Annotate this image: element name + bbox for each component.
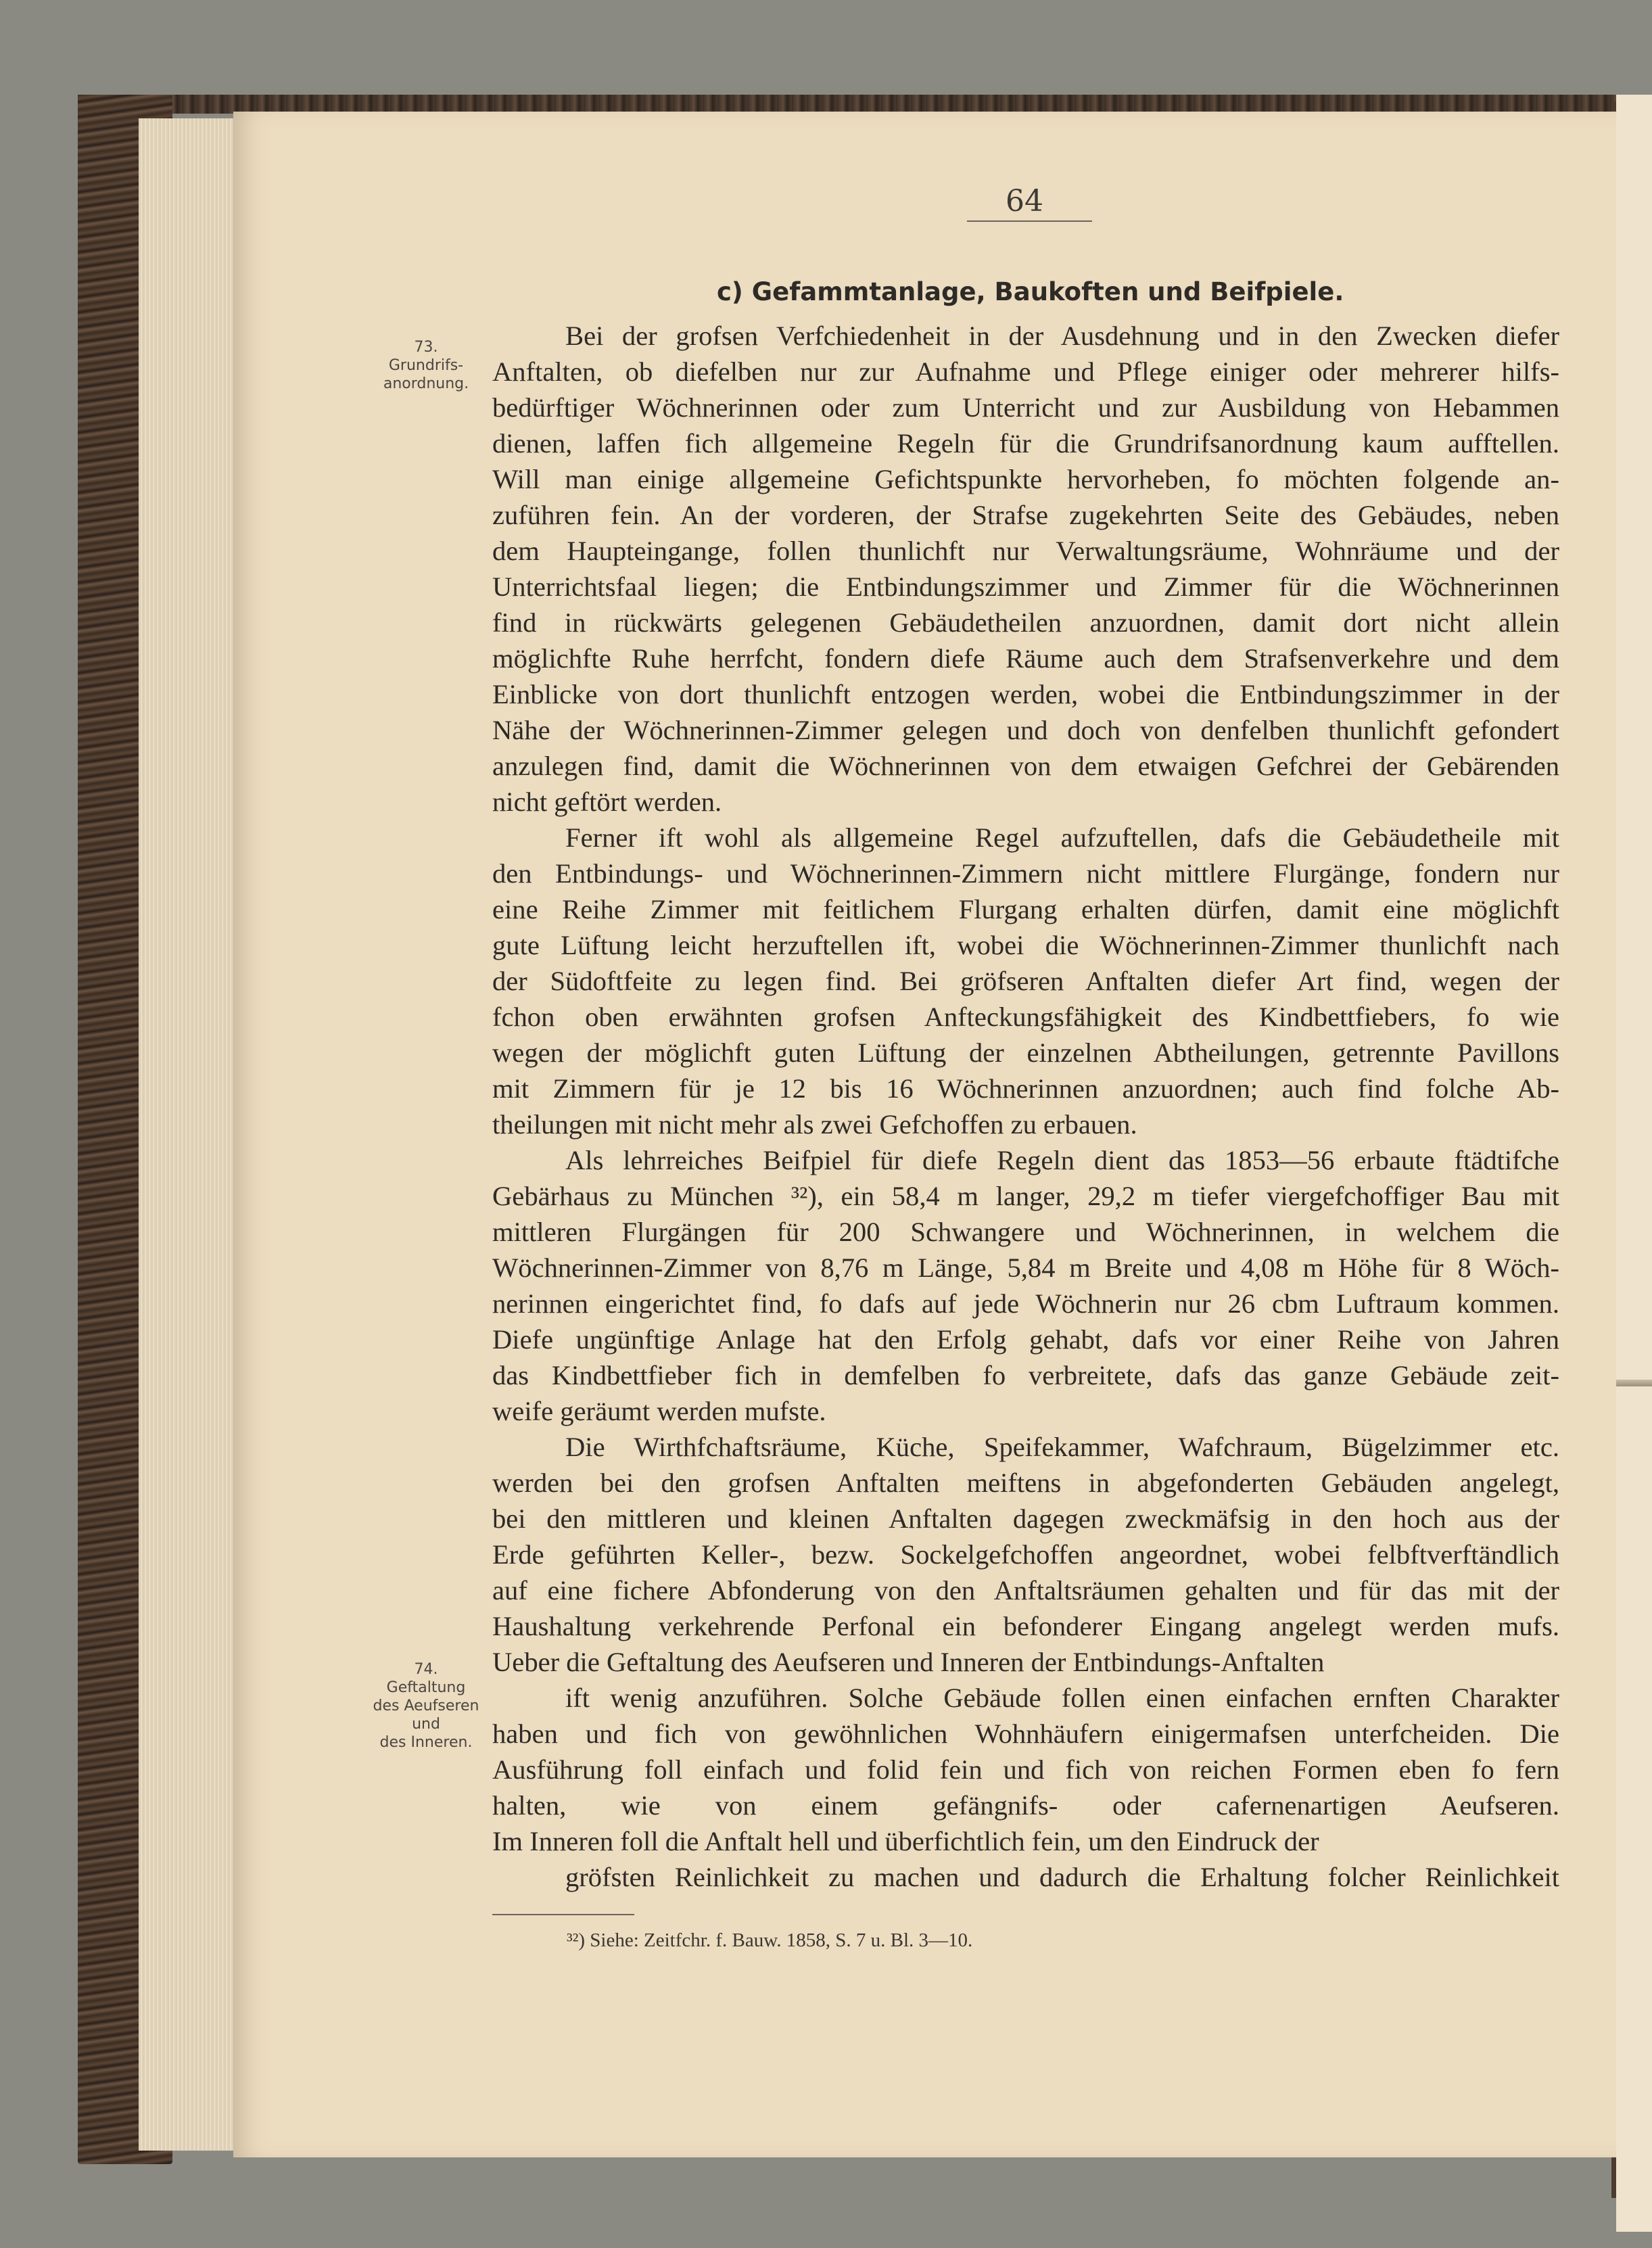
text-line: theilungen mit nicht mehr als zwei Gefchoffen zu erbauen. bbox=[492, 1109, 1137, 1140]
margin-note-line: anordnung. bbox=[383, 375, 469, 392]
bookmark-strip bbox=[1615, 1380, 1652, 1386]
text-line: Haushaltung verkehrende Perfonal ein befonderer Eingang angelegt werden mufs. bbox=[492, 1611, 1559, 1641]
text-line: Wöchnerinnen-Zimmer von 8,76 m Länge, 5,84 m Breite und 4,08 m Höhe für 8 Wöch- bbox=[492, 1252, 1559, 1283]
text-line: Diefe ungünftige Anlage hat den Erfolg gehabt, dafs vor einer Reihe von Jahren bbox=[492, 1324, 1559, 1355]
body-text bbox=[492, 318, 1559, 1895]
margin-note-line: 74. bbox=[414, 1661, 438, 1678]
text-line: das Kindbettfieber fich in demfelben fo verbreitete, dafs das ganze Gebäude zeit- bbox=[492, 1360, 1559, 1390]
text-line: Nähe der Wöchnerinnen-Zimmer gelegen und doch von denfelben thunlichft gefondert bbox=[492, 715, 1559, 745]
margin-note-line: 73. bbox=[414, 339, 438, 356]
text-line: möglichfte Ruhe herrfcht, fondern diefe Räume auch dem Strafsenverkehre und dem bbox=[492, 643, 1559, 674]
text-line: ift wenig anzuführen. Solche Gebäude follen einen einfachen ernften Charakter bbox=[565, 1683, 1559, 1713]
text-line: nicht geftört werden. bbox=[492, 787, 722, 817]
text-line: nerinnen eingerichtet find, fo dafs auf jede Wöchnerin nur 26 cbm Luftraum kommen. bbox=[492, 1288, 1559, 1319]
text-line: den Entbindungs- und Wöchnerinnen-Zimmern nicht mittlere Flurgänge, fondern nur bbox=[492, 858, 1559, 889]
margin-note-line: des Inneren. bbox=[379, 1734, 473, 1751]
text-line: mittleren Flurgängen für 200 Schwangere und Wöchnerinnen, in welchem die bbox=[492, 1217, 1559, 1247]
text-line: Ferner ift wohl als allgemeine Regel aufzuftellen, dafs die Gebäudetheile mit bbox=[565, 822, 1559, 853]
text-line: Die Wirthfchaftsräume, Küche, Speifekammer, Wafchraum, Bügelzimmer etc. bbox=[565, 1432, 1559, 1462]
text-line: wegen der möglichft guten Lüftung der einzelnen Abtheilungen, getrennte Pavillons bbox=[492, 1037, 1559, 1068]
text-line: der Südoftfeite zu legen find. Bei gröfseren Anftalten diefer Art find, wegen der bbox=[492, 966, 1559, 996]
text-line: gröfsten Reinlichkeit zu machen und dadurch die Erhaltung folcher Reinlichkeit bbox=[565, 1862, 1559, 1892]
footnote-rule bbox=[492, 1914, 634, 1915]
footnote: ³²) Siehe: Zeitfchr. f. Bauw. 1858, S. 7 u. Bl. 3—10. bbox=[567, 1929, 973, 1951]
book-cover-top bbox=[78, 95, 1623, 114]
margin-note-line: Grundrifs- bbox=[388, 357, 464, 374]
text-line: Als lehrreiches Beifpiel für diefe Regeln dient das 1853—56 erbaute ftädtifche bbox=[565, 1145, 1559, 1175]
text-line: gute Lüftung leicht herzuftellen ift, wobei die Wöchnerinnen-Zimmer thunlichft nach bbox=[492, 930, 1559, 960]
page-number-rule bbox=[967, 220, 1092, 222]
section-heading: c) Gefammtanlage, Baukoften und Beifpiele. bbox=[717, 277, 1344, 306]
margin-note-line: und bbox=[412, 1716, 440, 1733]
facing-page-edge bbox=[1616, 95, 1652, 2232]
text-line: Gebärhaus zu München ³²), ein 58,4 m langer, 29,2 m tiefer viergefchoffiger Bau mit bbox=[492, 1181, 1559, 1211]
text-line: weife geräumt werden mufste. bbox=[492, 1396, 826, 1426]
text-line: Will man einige allgemeine Gefichtspunkte hervorheben, fo möchten folgende an- bbox=[492, 464, 1559, 494]
text-line: halten, wie von einem gefängnifs- oder cafernenartigen Aeufseren. bbox=[492, 1790, 1559, 1821]
page-edges bbox=[139, 118, 247, 2151]
text-line: Bei der grofsen Verfchiedenheit in der Ausdehnung und in den Zwecken diefer bbox=[565, 321, 1559, 351]
text-line: dienen, laffen fich allgemeine Regeln für die Grundrifsanordnung kaum aufftellen. bbox=[492, 428, 1559, 459]
text-line: eine Reihe Zimmer mit feitlichem Flurgang erhalten dürfen, damit eine möglichft bbox=[492, 894, 1559, 924]
page-number: 64 bbox=[1006, 184, 1043, 218]
text-line: dem Haupteingange, follen thunlichft nur Verwaltungsräume, Wohnräume und der bbox=[492, 536, 1559, 566]
margin-note-line: Geftaltung bbox=[386, 1679, 466, 1696]
text-line: Unterrichtsfaal liegen; die Entbindungszimmer und Zimmer für die Wöchnerinnen bbox=[492, 571, 1559, 602]
margin-note-74 bbox=[369, 1660, 483, 1752]
text-line: auf eine fichere Abfonderung von den Anftaltsräumen gehalten und für das mit der bbox=[492, 1575, 1559, 1606]
text-line: zuführen fein. An der vorderen, der Strafse zugekehrten Seite des Gebäudes, neben bbox=[492, 500, 1559, 530]
text-line: Erde geführten Keller-, bezw. Sockelgefchoffen angeordnet, wobei felbftverftändlich bbox=[492, 1539, 1559, 1570]
text-line: mit Zimmern für je 12 bis 16 Wöchnerinnen anzuordnen; auch find folche Ab- bbox=[492, 1073, 1559, 1104]
text-line: Einblicke von dort thunlichft entzogen werden, wobei die Entbindungszimmer in der bbox=[492, 679, 1559, 709]
text-line: Anftalten, ob diefelben nur zur Aufnahme und Pflege einiger oder mehrerer hilfs- bbox=[492, 356, 1559, 387]
text-line: haben und fich von gewöhnlichen Wohnhäufern einigermafsen unterfcheiden. Die bbox=[492, 1718, 1559, 1749]
text-line: Ueber die Geftaltung des Aeufseren und Inneren der Entbindungs-Anftalten bbox=[492, 1647, 1325, 1677]
text-line: Ausführung foll einfach und folid fein und fich von reichen Formen eben fo fern bbox=[492, 1754, 1559, 1785]
margin-note-73 bbox=[369, 338, 483, 393]
text-line: fchon oben erwähnten grofsen Anfteckungsfähigkeit des Kindbettfiebers, fo wie bbox=[492, 1002, 1559, 1032]
text-line: bedürftiger Wöchnerinnen oder zum Unterricht und zur Ausbildung von Hebammen bbox=[492, 392, 1559, 423]
text-line: bei den mittleren und kleinen Anftalten dagegen zweckmäfsig in den hoch aus der bbox=[492, 1503, 1559, 1534]
margin-note-line: des Aeufseren bbox=[373, 1697, 479, 1714]
text-line: find in rückwärts gelegenen Gebäudetheilen anzuordnen, damit dort nicht allein bbox=[492, 607, 1559, 638]
text-line: Im Inneren foll die Anftalt hell und überfichtlich fein, um den Eindruck der bbox=[492, 1826, 1319, 1856]
text-line: werden bei den grofsen Anftalten meiftens in abgefonderten Gebäuden angelegt, bbox=[492, 1468, 1559, 1498]
text-line: anzulegen find, damit die Wöchnerinnen von dem etwaigen Gefchrei der Gebärenden bbox=[492, 751, 1559, 781]
